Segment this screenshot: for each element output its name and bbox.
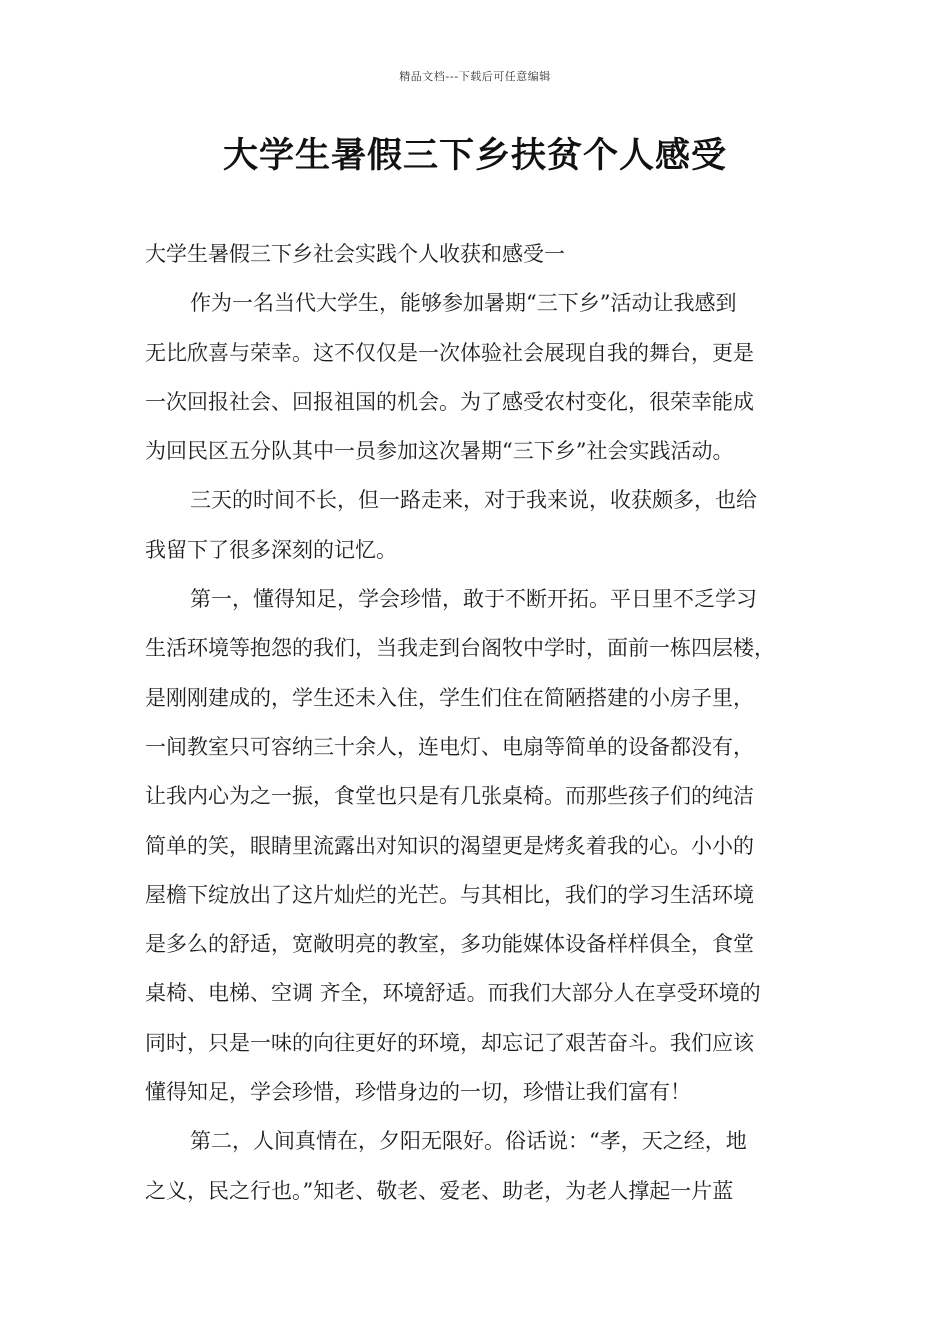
body-text-line: 简单的笑，眼睛里流露出对知识的渴望更是烤炙着我的心。小小的 <box>145 833 754 858</box>
body-text-line: 一次回报社会、回报祖国的机会。为了感受农村变化，很荣幸能成 <box>145 389 754 414</box>
body-text-line: 之义，民之行也。”知老、敬老、爱老、助老，为老人撑起一片蓝 <box>145 1178 734 1203</box>
body-text-line: 无比欣喜与荣幸。这不仅仅是一次体验社会展现自我的舞台，更是 <box>145 340 754 365</box>
body-text-line: 三天的时间不长，但一路走来，对于我来说，收获颇多，也给 <box>190 488 757 513</box>
body-text-line: 桌椅、电梯、空调 齐全，环境舒适。而我们大部分人在享受环境的 <box>145 981 761 1006</box>
body-text-line: 一间教室只可容纳三十余人，连电灯、电扇等简单的设备都没有， <box>145 734 754 759</box>
page-header-note: 精品文档---下载后可任意编辑 <box>399 70 551 83</box>
body-text-line: 我留下了很多深刻的记忆。 <box>145 537 397 562</box>
document-body <box>145 230 845 1216</box>
document-title: 大学生暑假三下乡扶贫个人感受 <box>222 136 727 176</box>
body-text-line: 同时，只是一味的向往更好的环境，却忘记了艰苦奋斗。我们应该 <box>145 1030 754 1055</box>
body-text-line: 懂得知足，学会珍惜，珍惜身边的一切，珍惜让我们富有！ <box>145 1080 691 1105</box>
body-text-line: 为回民区五分队其中一员参加这次暑期“三下乡”社会实践活动。 <box>145 439 734 464</box>
body-text-line: 大学生暑假三下乡社会实践个人收获和感受一 <box>145 242 565 266</box>
body-text-line: 第二，人间真情在，夕阳无限好。俗话说：“孝，天之经，地 <box>190 1129 747 1154</box>
body-text-line: 是多么的舒适，宽敞明亮的教室，多功能媒体设备样样俱全，食堂 <box>145 932 754 957</box>
body-text-line: 是刚刚建成的，学生还未入住，学生们住在简陋搭建的小房子里， <box>145 685 754 710</box>
body-text-line: 第一，懂得知足，学会珍惜，敢于不断开拓。平日里不乏学习 <box>190 587 757 612</box>
body-text-line: 屋檐下绽放出了这片灿烂的光芒。与其相比，我们的学习生活环境 <box>145 882 754 907</box>
body-text-line: 生活环境等抱怨的我们，当我走到台阁牧中学时，面前一栋四层楼， <box>145 636 775 661</box>
body-text-line: 作为一名当代大学生，能够参加暑期“三下乡”活动让我感到 <box>190 291 737 316</box>
body-text-line: 让我内心为之一振，食堂也只是有几张桌椅。而那些孩子们的纯洁 <box>145 784 754 809</box>
